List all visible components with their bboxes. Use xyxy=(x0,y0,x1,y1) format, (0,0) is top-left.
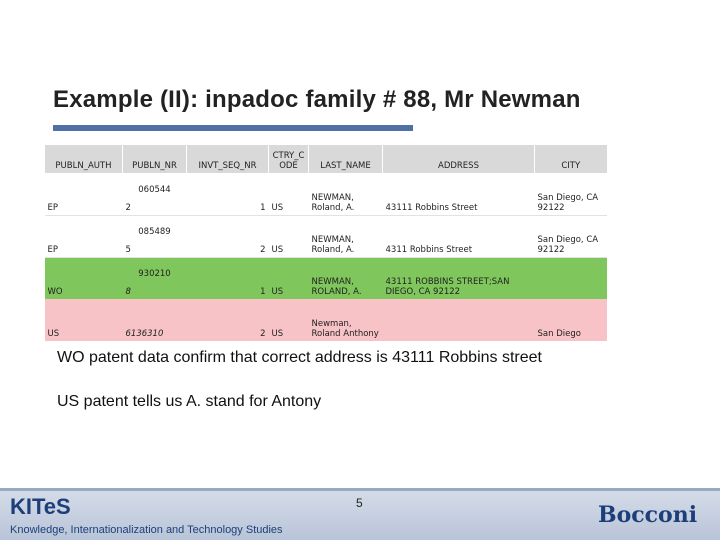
table-row xyxy=(45,215,607,257)
cell-auth: US xyxy=(45,299,123,341)
header-invt-seq-nr: INVT_SEQ_NR xyxy=(187,145,269,173)
header-publn-nr: PUBLN_NR xyxy=(123,145,187,173)
cell-nr-value: 8 xyxy=(125,287,131,297)
cell-name: NEWMAN, Roland, A. xyxy=(309,215,383,257)
cell-seq: 1 xyxy=(187,173,269,215)
table-row xyxy=(45,173,607,215)
cell-city: San Diego, CA 92122 xyxy=(535,215,607,257)
header-address: ADDRESS xyxy=(383,145,535,173)
cell-name: NEWMAN, Roland, A. xyxy=(309,173,383,215)
cell-nr-value: 6136310 xyxy=(125,329,164,339)
cell-seq: 1 xyxy=(187,257,269,299)
cell-nr-top: 930210 xyxy=(138,269,171,279)
cell-address: 4311 Robbins Street xyxy=(383,215,535,257)
table-row xyxy=(45,299,607,341)
cell-seq: 2 xyxy=(187,299,269,341)
cell-city xyxy=(535,257,607,299)
cell-ctry: US xyxy=(269,215,309,257)
cell-nr-top: 085489 xyxy=(138,226,171,237)
bocconi-logo: Bocconi xyxy=(598,502,698,528)
cell-ctry: US xyxy=(269,257,309,299)
footer-strip xyxy=(0,488,720,491)
header-last-name: LAST_NAME xyxy=(309,145,383,173)
kites-logo: KITeS xyxy=(10,494,71,519)
bullet-wo-confirmation: WO patent data confirm that correct address is 43111 Robbins street xyxy=(57,349,542,366)
cell-nr xyxy=(123,173,187,215)
cell-ctry: US xyxy=(269,299,309,341)
cell-ctry: US xyxy=(269,173,309,215)
cell-nr-value: 2 xyxy=(125,202,131,213)
header-publn-auth: PUBLN_AUTH xyxy=(45,145,123,173)
table-row xyxy=(45,257,607,299)
cell-nr xyxy=(123,299,187,341)
cell-name: Newman, Roland Anthony xyxy=(309,299,383,341)
cell-auth: WO xyxy=(45,257,123,299)
cell-auth: EP xyxy=(45,173,123,215)
cell-nr-value: 5 xyxy=(125,244,131,255)
table-header-row xyxy=(45,145,607,173)
patent-table xyxy=(44,145,607,341)
slide-title: Example (II): inpadoc family # 88, Mr Newman xyxy=(53,86,581,113)
cell-nr xyxy=(123,257,187,299)
kites-subtitle: Knowledge, Internationalization and Technology Studies xyxy=(10,524,283,536)
cell-city: San Diego, CA 92122 xyxy=(535,173,607,215)
page-number: 5 xyxy=(356,496,363,510)
cell-nr xyxy=(123,215,187,257)
bullet-us-name: US patent tells us A. stand for Antony xyxy=(57,393,322,410)
cell-address: 43111 ROBBINS STREET;SAN DIEGO, CA 92122 xyxy=(383,257,535,299)
title-underline xyxy=(53,125,413,131)
cell-address xyxy=(383,299,535,341)
cell-seq: 2 xyxy=(187,215,269,257)
cell-nr-top: 060544 xyxy=(138,184,171,195)
header-city: CITY xyxy=(535,145,607,173)
cell-city: San Diego xyxy=(535,299,607,341)
cell-name: NEWMAN, ROLAND, A. xyxy=(309,257,383,299)
header-ctry-code: CTRY_C ODE xyxy=(269,145,309,173)
cell-address: 43111 Robbins Street xyxy=(383,173,535,215)
cell-auth: EP xyxy=(45,215,123,257)
